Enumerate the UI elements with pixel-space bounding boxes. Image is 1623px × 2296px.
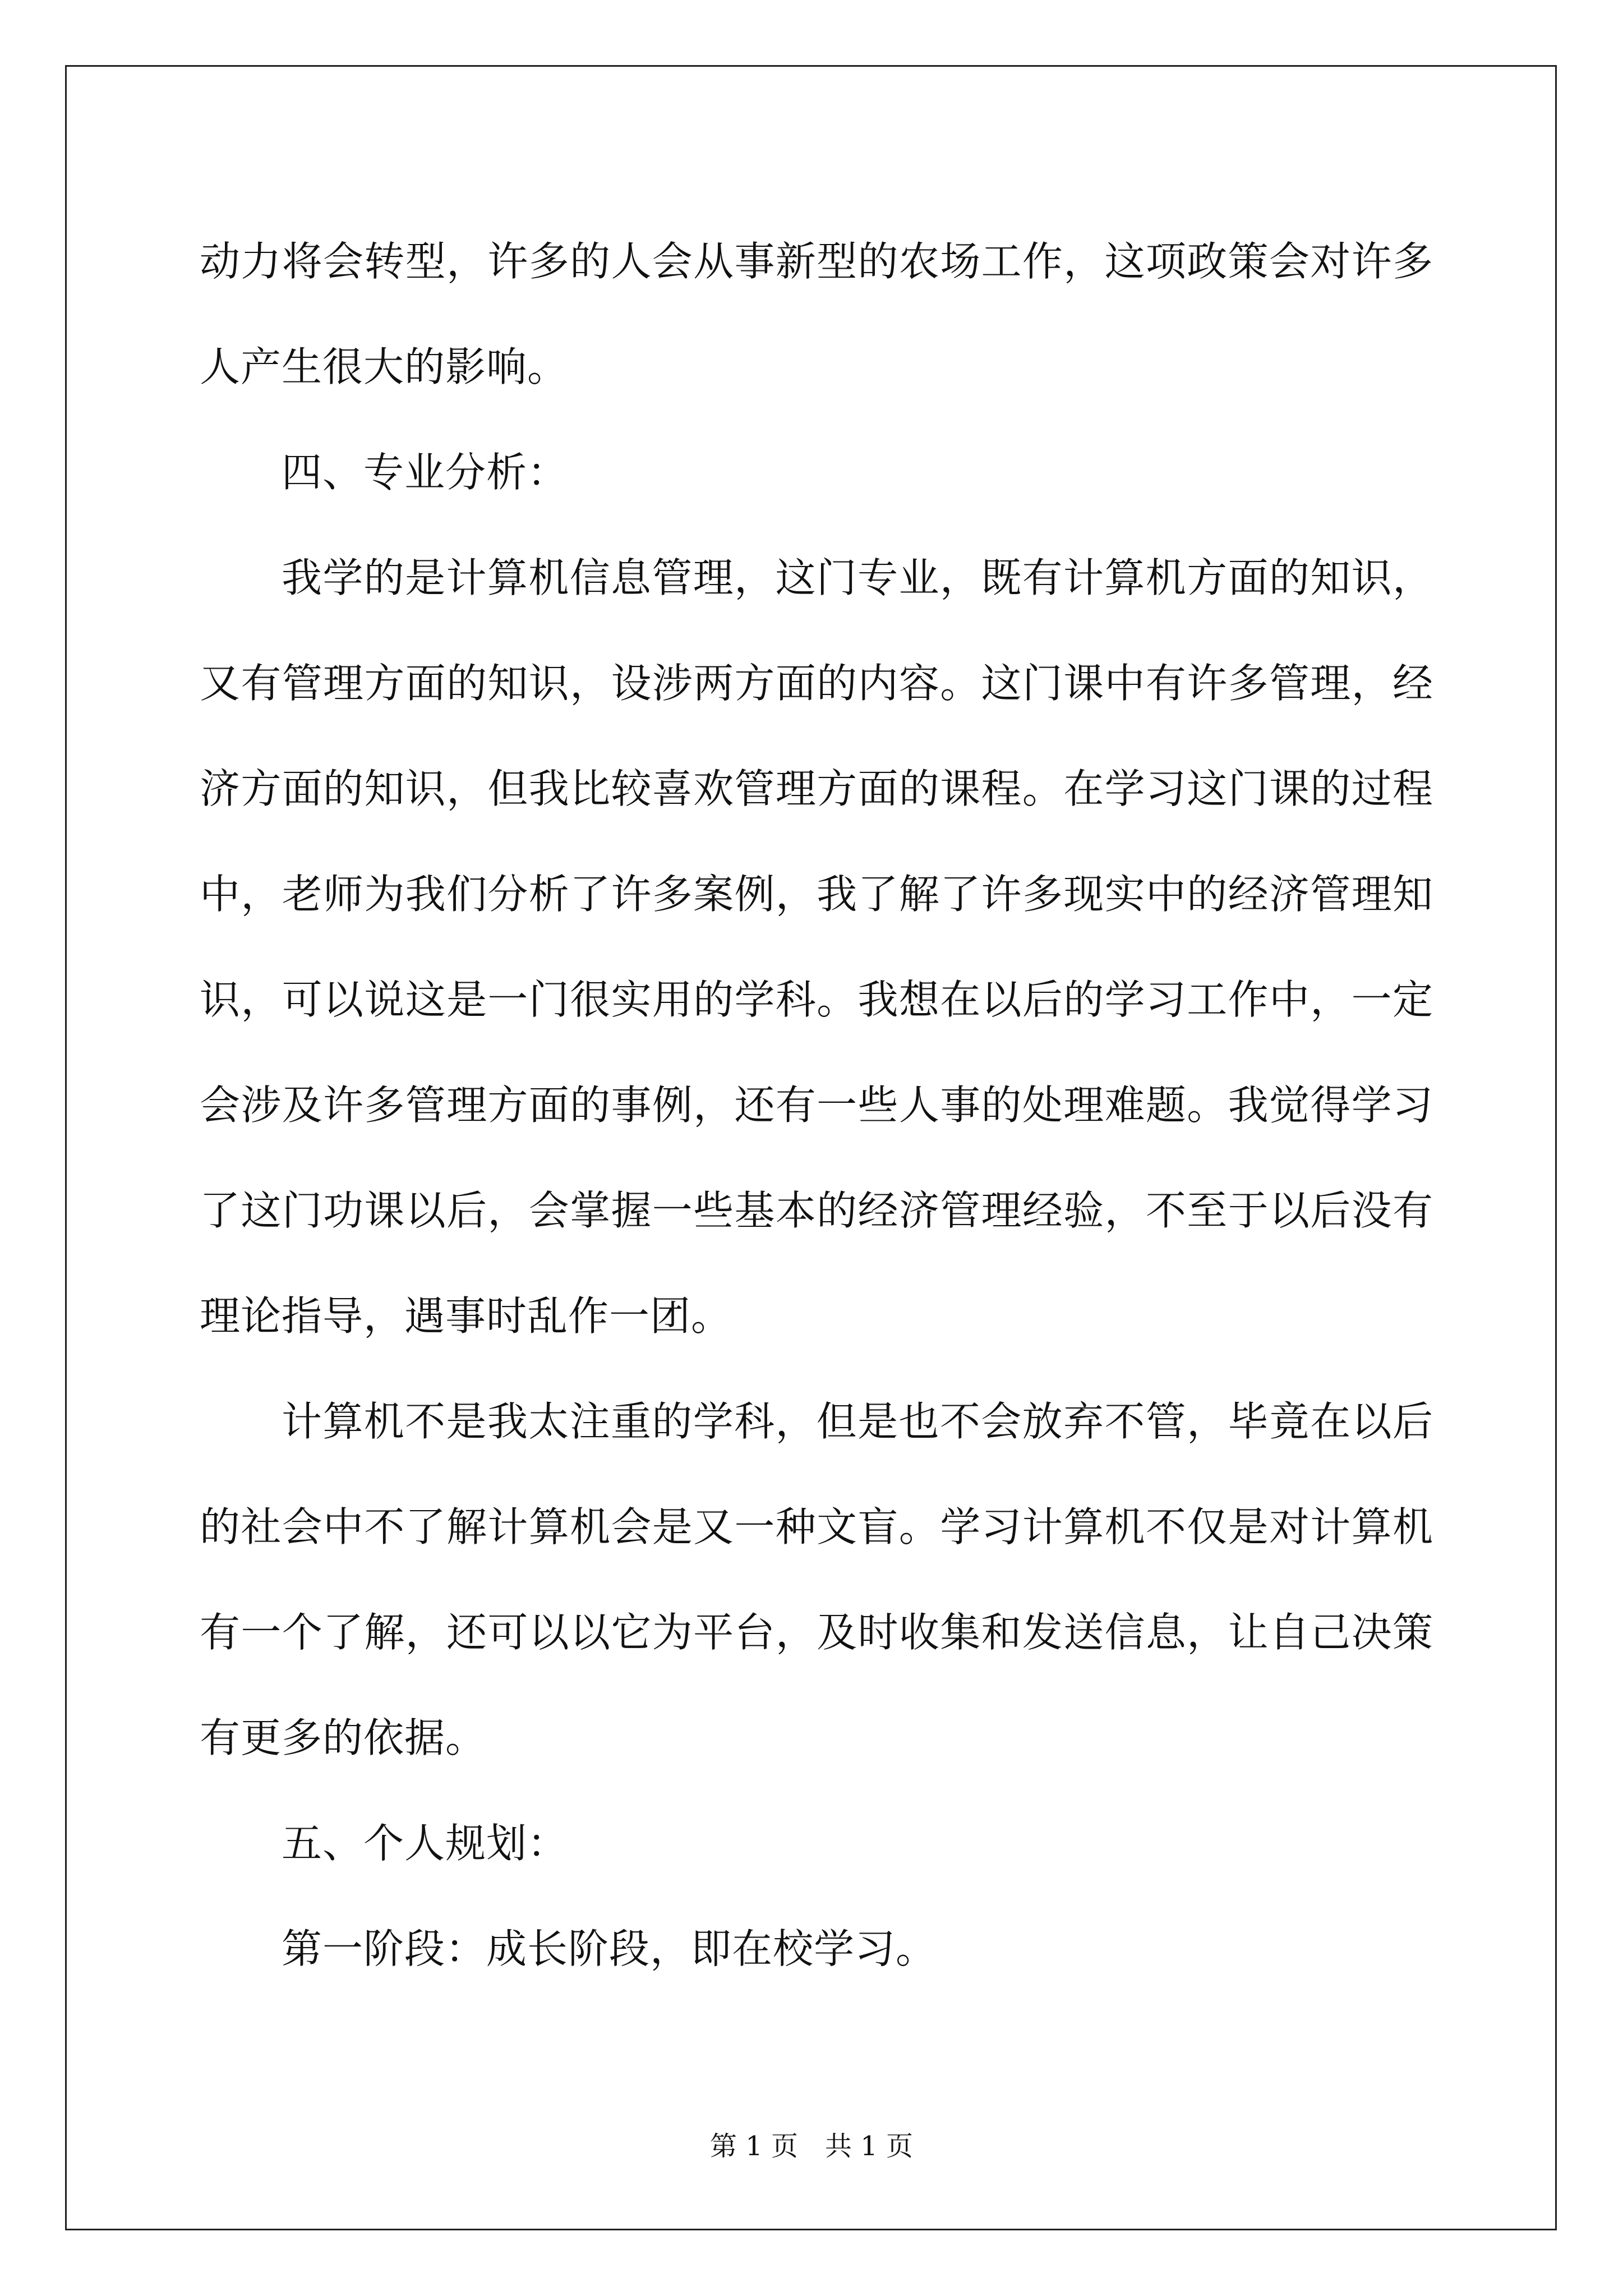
section-heading-professional-analysis: 四、专业分析： <box>282 449 569 496</box>
paragraph-stage-one: 第一阶段：成长阶段，即在校学习。 <box>282 1925 937 1972</box>
section-heading-personal-plan: 五、个人规划： <box>282 1820 569 1867</box>
page-number-footer: 第 1 页 共 1 页 <box>709 2131 914 2162</box>
paragraph-continuation: 动力将会转型，许多的人会从事新型的农场工作，这项政策会对许多人产生很大的影响。 <box>200 238 1433 390</box>
paragraph-computer-study: 计算机不是我太注重的学科，但是也不会放弃不管，毕竟在以后的社会中不了解计算机会是又一种文盲。学习计算机不仅是对计算机有一个了解，还可以以它为平台，及时收集和发送信息，让自己决策有更多的依据。 <box>200 1398 1433 1761</box>
document-body <box>200 209 1433 2001</box>
paragraph-major-description: 我学的是计算机信息管理，这门专业，既有计算机方面的知识，又有管理方面的知识，设涉两方面的内容。这门课中有许多管理，经济方面的知识，但我比较喜欢管理方面的课程。在学习这门课的过程中，老师为我们分析了许多案例，我了解了许多现实中的经济管理知识，可以说这是一门很实用的学科。我想在以后的学习工作中，一定会涉及许多管理方面的事例，还有一些人事的处理难题。我觉得学习了这门功课以后，会掌握一些基本的经济管理经验，不至于以后没有理论指导，遇事时乱作一团。 <box>200 554 1433 1340</box>
